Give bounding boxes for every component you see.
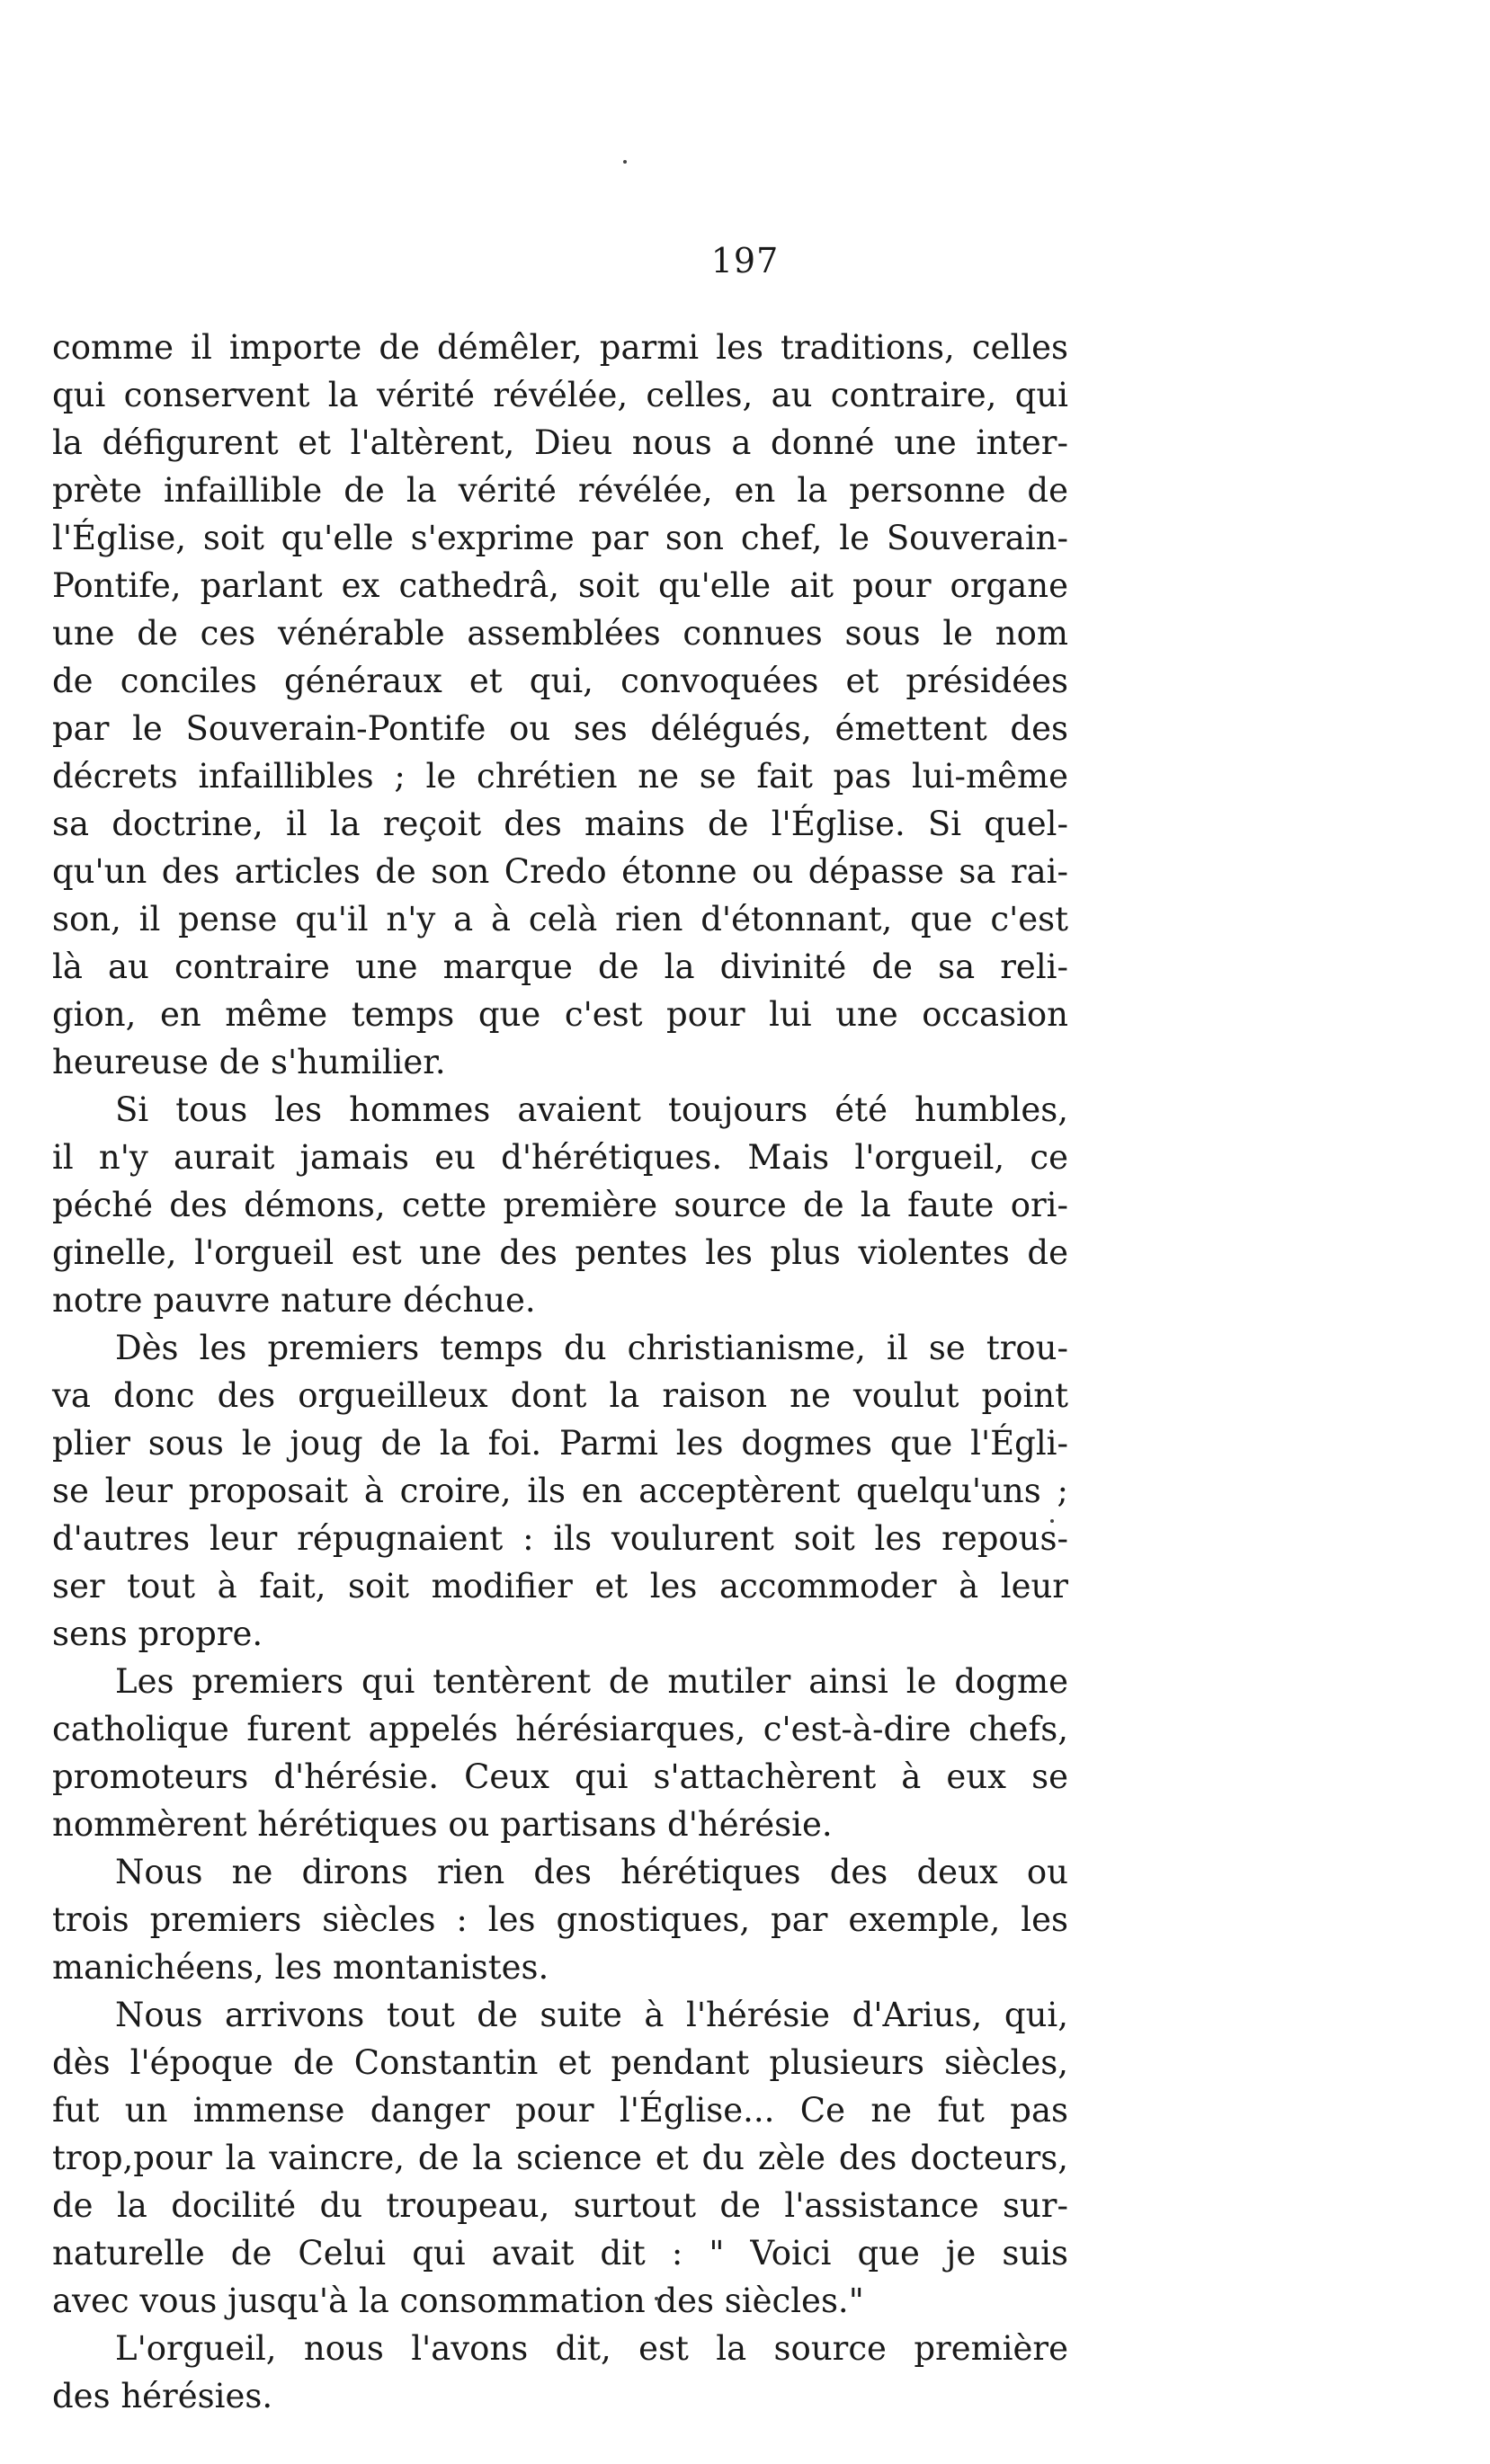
text-line: avec vous jusqu'à la consommation des siècles." [52,2282,864,2320]
text-line: la défigurent et l'altèrent, Dieu nous a donné une inter- [52,423,1068,462]
text-line: sens propre. [52,1614,263,1653]
paragraph [52,324,1068,1086]
paragraph [52,1848,1068,1991]
paragraph [52,1086,1068,1324]
text-line: Nous arrivons tout de suite à l'hérésie d'Arius, qui, [115,1996,1068,2034]
text-line: une de ces vénérable assemblées connues sous le nom [52,614,1068,653]
text-line: notre pauvre nature déchue. [52,1281,536,1320]
text-line: gion, en même temps que c'est pour lui une occasion [52,995,1068,1034]
text-line: son, il pense qu'il n'y a à celà rien d'étonnant, que c'est [52,900,1068,938]
text-line: il n'y aurait jamais eu d'hérétiques. Mais l'orgueil, ce [52,1138,1068,1177]
text-line: trois premiers siècles : les gnostiques, par exemple, les [52,1900,1068,1939]
text-line: l'Église, soit qu'elle s'exprime par son chef, le Souverain- [52,519,1068,557]
paragraph [52,1324,1068,1658]
text-line: va donc des orgueilleux dont la raison ne voulut point [52,1376,1068,1415]
text-line: ser tout à fait, soit modifier et les accommoder à leur [52,1567,1068,1606]
paragraph [52,1991,1068,2325]
text-line: heureuse de s'humilier. [52,1043,446,1081]
text-line: plier sous le joug de la foi. Parmi les dogmes que l'Égli- [52,1424,1068,1463]
paragraph [52,2325,1068,2420]
text-line: Dès les premiers temps du christianisme, il se trou- [115,1329,1068,1367]
text-line: trop,pour la vaincre, de la science et du zèle des docteurs, [52,2139,1068,2177]
text-line: qu'un des articles de son Credo étonne ou dépasse sa rai- [52,852,1068,891]
text-line: Pontife, parlant ex cathedrâ, soit qu'elle ait pour organe [52,566,1068,605]
text-line: naturelle de Celui qui avait dit : " Voici que je suis [52,2234,1068,2273]
text-line: catholique furent appelés hérésiarques, c'est-à-dire chefs, [52,1710,1068,1748]
text-line: Les premiers qui tentèrent de mutiler ainsi le dogme [115,1662,1068,1701]
text-line: ginelle, l'orgueil est une des pentes les plus violentes de [52,1233,1068,1272]
text-line: péché des démons, cette première source de la faute ori- [52,1186,1068,1224]
text-line: d'autres leur répugnaient : ils voulurent soit les repous- [52,1519,1068,1558]
text-line: dès l'époque de Constantin et pendant plusieurs siècles, [52,2043,1068,2082]
text-line: décrets infaillibles ; le chrétien ne se fait pas lui-même [52,757,1068,796]
text-line: fut un immense danger pour l'Église... Ce ne fut pas [52,2091,1068,2130]
text-line: nommèrent hérétiques ou partisans d'hérésie. [52,1805,833,1844]
page-number: 197 [710,241,780,280]
paragraph [52,1658,1068,1848]
text-line: là au contraire une marque de la divinité de sa reli- [52,947,1068,986]
text-line: des hérésies. [52,2377,273,2415]
text-line: Nous ne dirons rien des hérétiques des deux ou [115,1853,1068,1891]
text-line: manichéens, les montanistes. [52,1948,549,1987]
print-speck [623,160,627,164]
text-line: comme il importe de démêler, parmi les traditions, celles [52,328,1068,367]
text-line: qui conservent la vérité révélée, celles, au contraire, qui [52,376,1068,414]
text-line: de conciles généraux et qui, convoquées et présidées [52,662,1068,700]
text-line: L'orgueil, nous l'avons dit, est la source première [115,2329,1068,2368]
text-line: par le Souverain-Pontife ou ses délégués, émettent des [52,709,1068,748]
text-line: prète infaillible de la vérité révélée, en la personne de [52,471,1068,510]
text-line: sa doctrine, il la reçoit des mains de l'Église. Si quel- [52,805,1068,843]
body-text [52,324,1068,2420]
text-line: Si tous les hommes avaient toujours été humbles, [115,1090,1068,1129]
text-line: de la docilité du troupeau, surtout de l'assistance sur- [52,2186,1068,2225]
text-line: promoteurs d'hérésie. Ceux qui s'attachèrent à eux se [52,1757,1068,1796]
text-line: se leur proposait à croire, ils en acceptèrent quelqu'uns ; [52,1472,1068,1510]
